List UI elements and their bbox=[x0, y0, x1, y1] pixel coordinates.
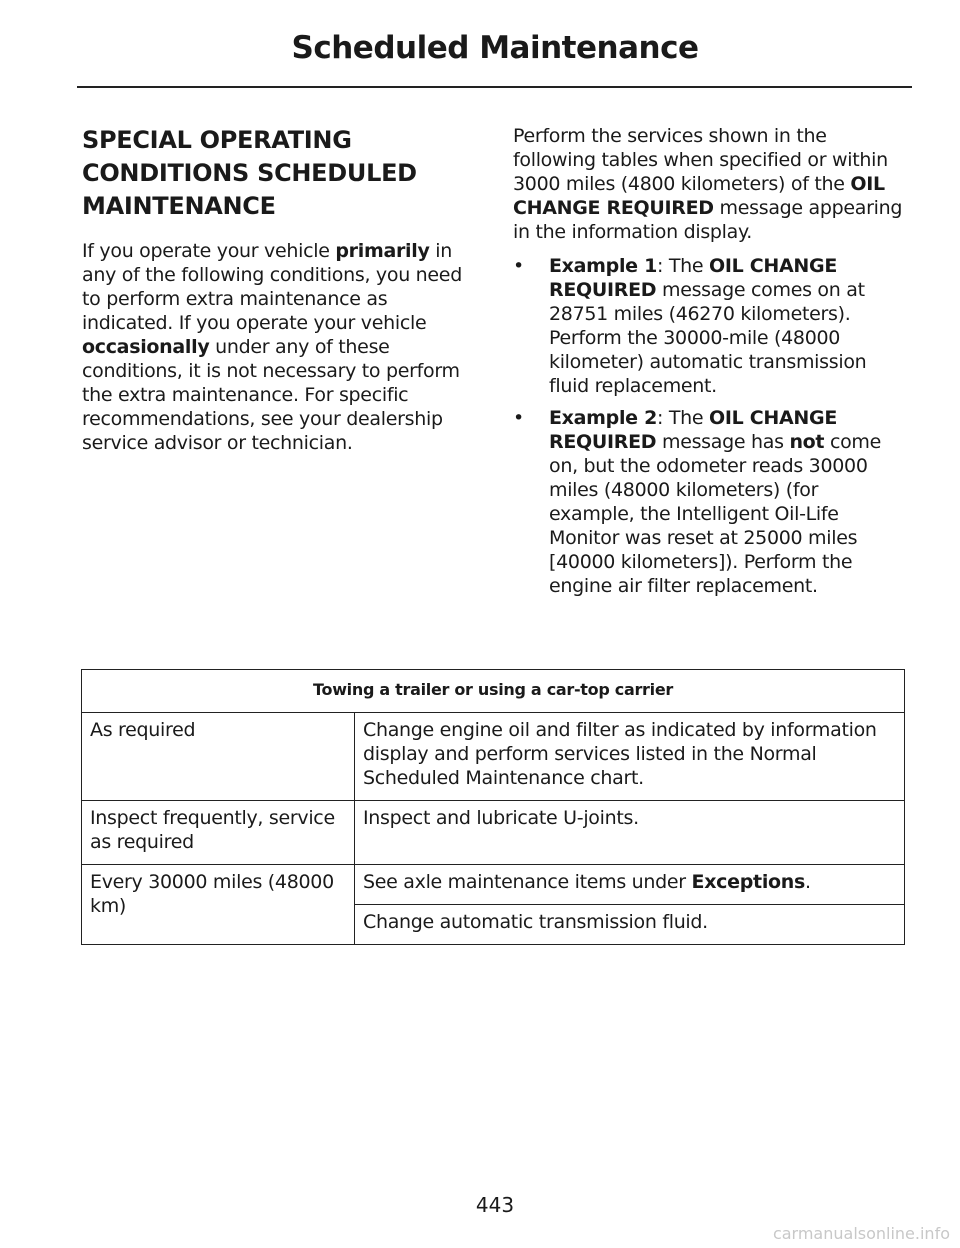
services-text-2: message appearing in the information display. bbox=[513, 197, 903, 243]
example-text: message has bbox=[656, 431, 790, 453]
interval-cell: As required bbox=[82, 713, 355, 801]
intro-paragraph bbox=[82, 239, 477, 455]
services-paragraph bbox=[513, 124, 908, 244]
example-text: : The bbox=[657, 407, 710, 429]
example-text: message comes on at 28751 miles (46270 kilometers). Perform the 30000-mile (48000 kilometer) automatic transmission fluid replacement. bbox=[549, 279, 867, 397]
intro-text-3: under any of these conditions, it is not necessary to perform the extra maintenance. For specific recommendations, see your dealership service advisor or technician. bbox=[82, 336, 460, 454]
table-row bbox=[82, 865, 905, 905]
action-text: . bbox=[805, 871, 811, 893]
bullet-icon: • bbox=[513, 255, 524, 277]
watermark: carmanualsonline.info bbox=[772, 1224, 950, 1243]
page-number: 443 bbox=[475, 1193, 515, 1217]
towing-maintenance-table bbox=[81, 669, 905, 945]
table-row bbox=[82, 713, 905, 801]
header-divider bbox=[77, 86, 912, 88]
exceptions-reference: Exceptions bbox=[691, 871, 806, 893]
oil-change-required-message: OIL CHANGE REQUIRED bbox=[549, 407, 837, 453]
emphasis-not: not bbox=[789, 431, 825, 453]
table-caption-row bbox=[82, 670, 905, 713]
example-text: : The bbox=[657, 255, 710, 277]
example-label: Example 1 bbox=[549, 255, 657, 277]
example-item-1 bbox=[513, 254, 908, 398]
right-column bbox=[513, 124, 908, 606]
page-header-title: Scheduled Maintenance bbox=[291, 30, 699, 66]
left-column bbox=[82, 124, 477, 455]
example-item-2 bbox=[513, 406, 908, 598]
table-caption: Towing a trailer or using a car-top carrier bbox=[82, 670, 905, 713]
oil-change-required-message: OIL CHANGE REQUIRED bbox=[513, 173, 885, 219]
action-cell bbox=[355, 865, 905, 905]
interval-cell: Inspect frequently, service as required bbox=[82, 801, 355, 865]
example-label: Example 2 bbox=[549, 407, 657, 429]
oil-change-required-message: OIL CHANGE REQUIRED bbox=[549, 255, 837, 301]
services-text-1: Perform the services shown in the following tables when specified or within 3000 miles (4800 kilometers) of the bbox=[513, 125, 888, 195]
action-cell: Change automatic transmission fluid. bbox=[355, 905, 905, 945]
action-text: See axle maintenance items under bbox=[363, 871, 692, 893]
table-row bbox=[82, 801, 905, 865]
heading-line-2: CONDITIONS SCHEDULED bbox=[82, 159, 417, 187]
example-text: come on, but the odometer reads 30000 miles (48000 kilometers) (for example, the Intelligent Oil-Life Monitor was reset at 25000 miles [40000 kilometers]). Perform the engine air filter replacement. bbox=[549, 431, 882, 597]
emphasis-occasionally: occasionally bbox=[82, 336, 210, 358]
heading-line-1: SPECIAL OPERATING bbox=[82, 126, 352, 154]
action-cell: Inspect and lubricate U-joints. bbox=[355, 801, 905, 865]
emphasis-primarily: primarily bbox=[335, 240, 430, 262]
intro-text-1: If you operate your vehicle bbox=[82, 240, 336, 262]
bullet-icon: • bbox=[513, 407, 524, 429]
section-heading bbox=[82, 124, 477, 223]
intro-text-2: in any of the following conditions, you need to perform extra maintenance as indicated. If you operate your vehicle bbox=[82, 240, 462, 334]
heading-line-3: MAINTENANCE bbox=[82, 192, 276, 220]
examples-list bbox=[513, 254, 908, 598]
interval-cell: Every 30000 miles (48000 km) bbox=[82, 865, 355, 945]
action-cell: Change engine oil and filter as indicated by information display and perform services listed in the Normal Scheduled Maintenance chart. bbox=[355, 713, 905, 801]
